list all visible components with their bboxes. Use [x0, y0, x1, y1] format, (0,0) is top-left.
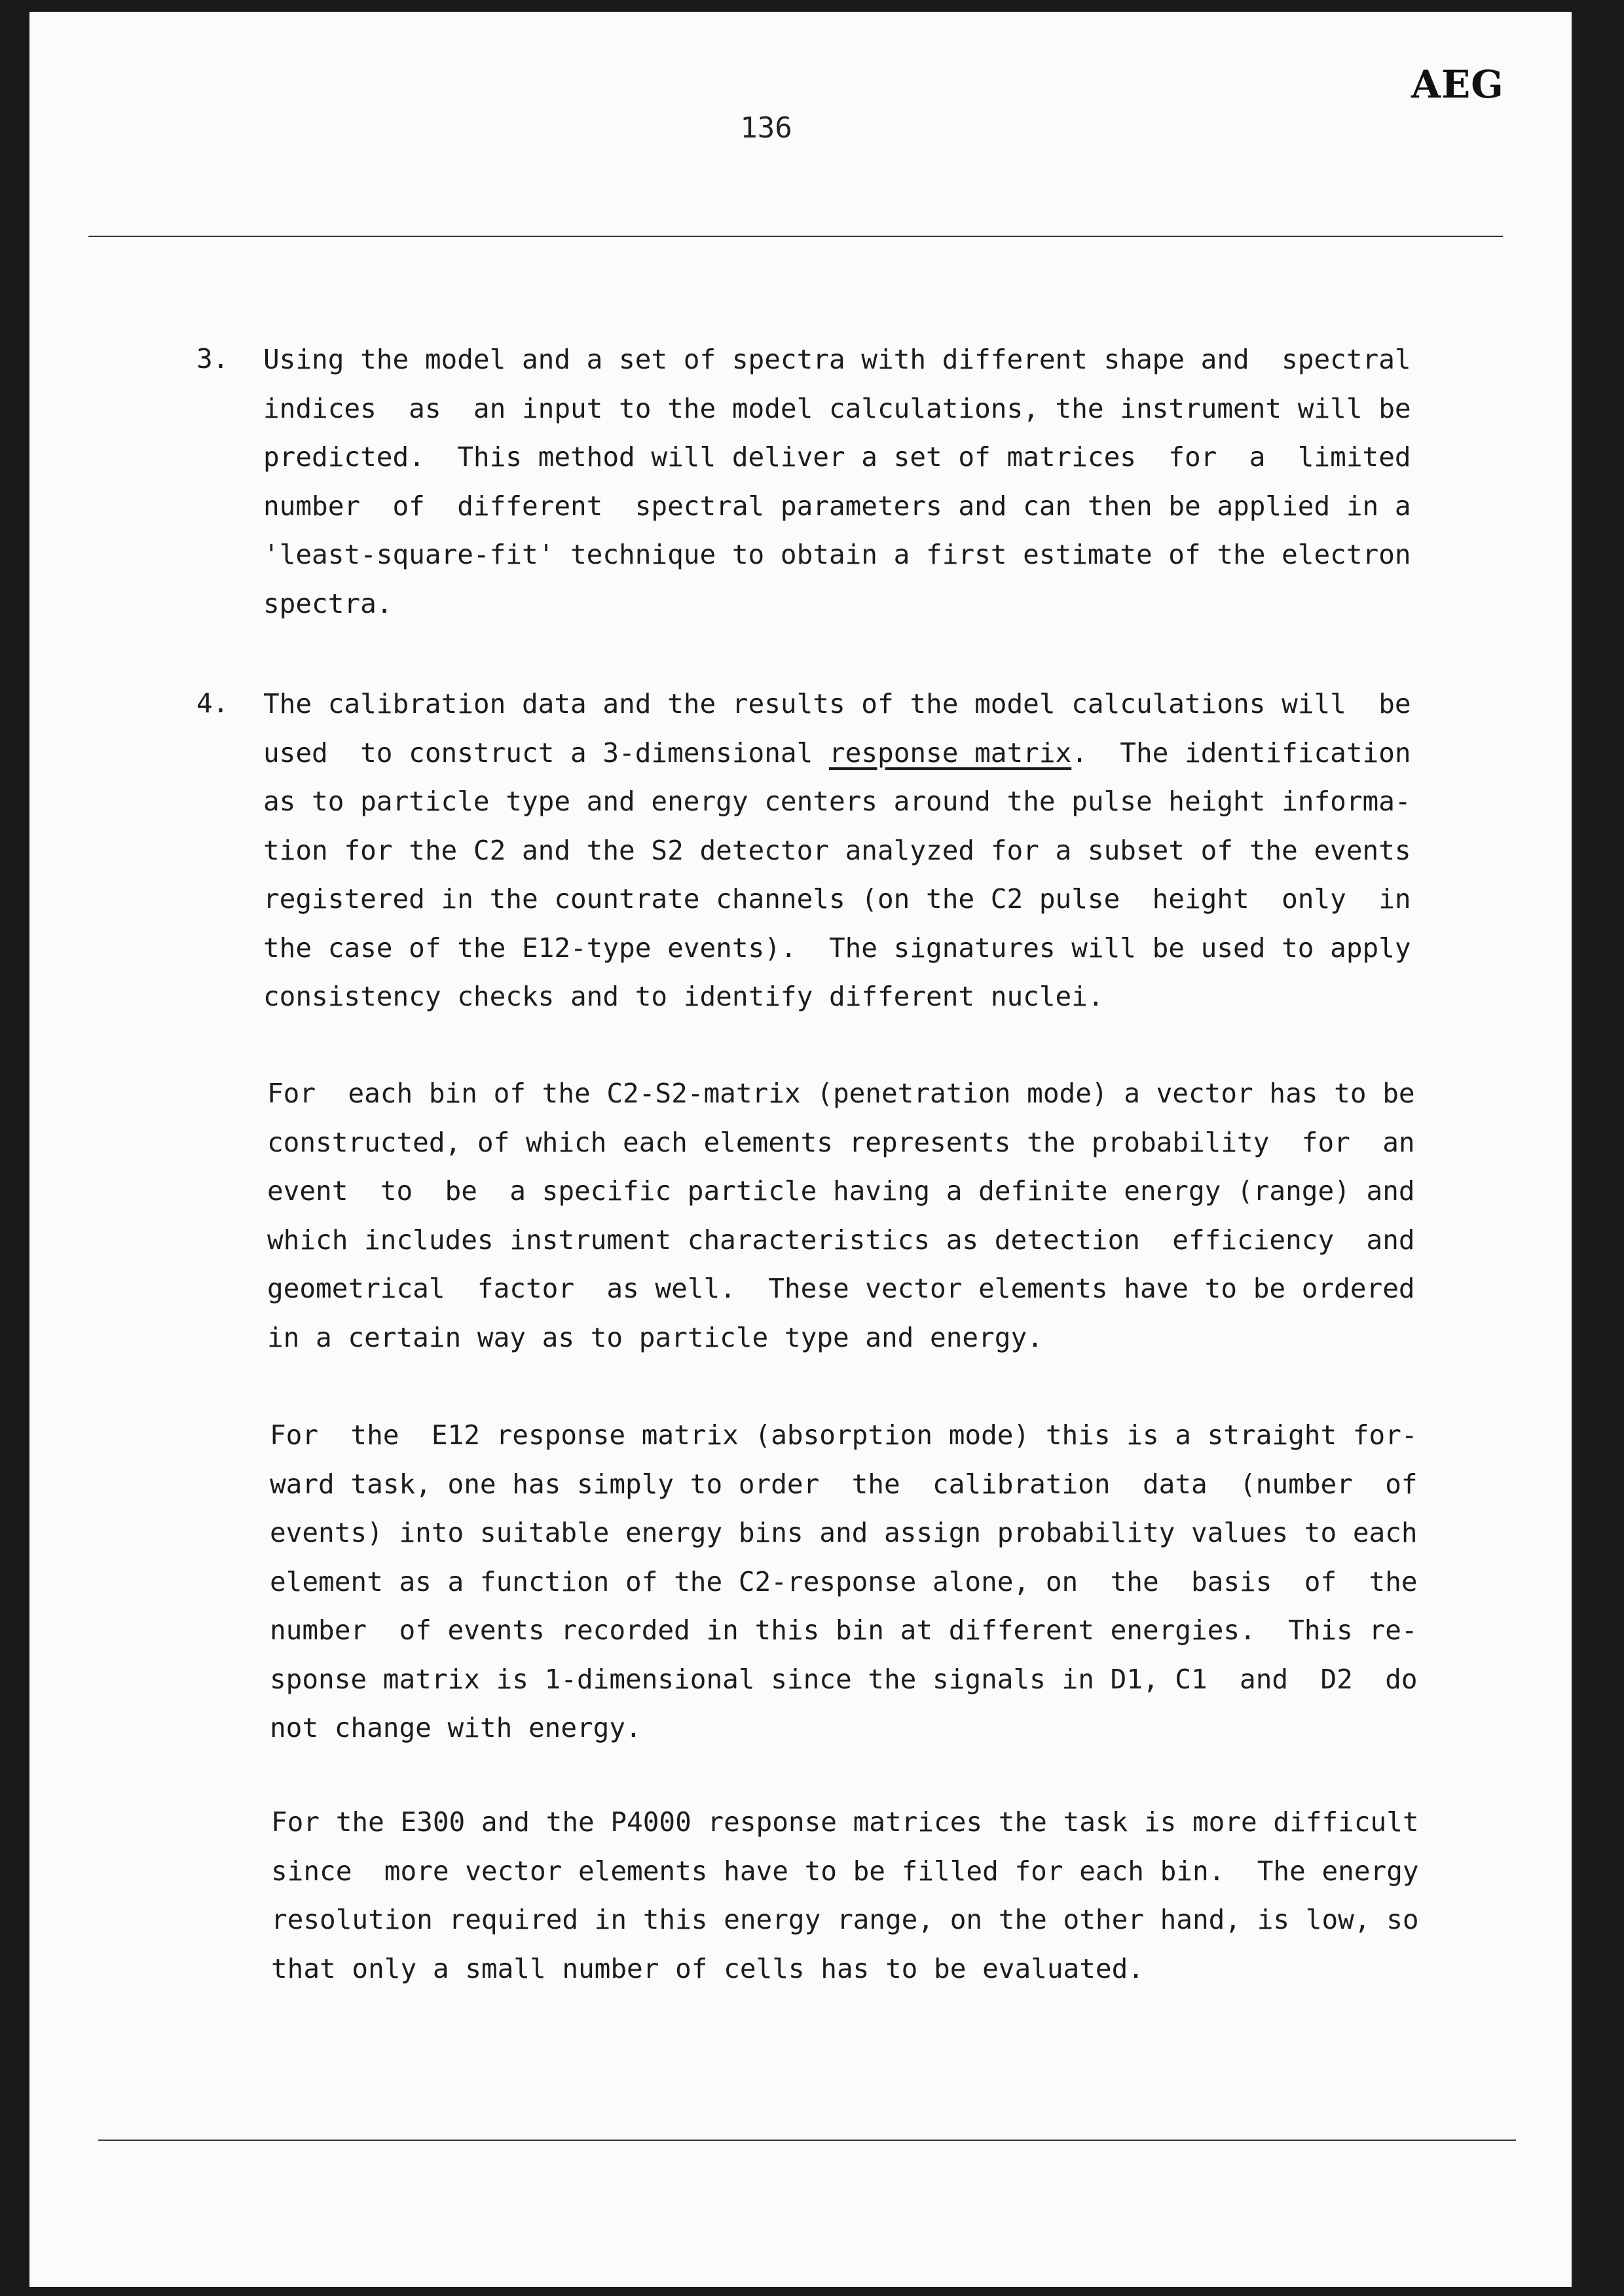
page-number: 136 — [740, 111, 792, 145]
item-3-line: indices as an input to the model calculations, the instrument will be — [263, 392, 1411, 424]
paragraph-e12-matrix — [270, 1411, 1418, 1753]
item-3-text — [263, 335, 1411, 628]
item-3-line: spectra. — [263, 587, 393, 619]
paragraph-line: not change with energy. — [270, 1712, 642, 1743]
item-4-number: 4. — [196, 687, 229, 719]
paragraph-e300-p4000 — [271, 1798, 1419, 1993]
header-rule — [88, 236, 1503, 237]
paragraph-line: in a certain way as to particle type and energy. — [267, 1321, 1043, 1353]
paragraph-line: sponse matrix is 1-dimensional since the signals in D1, C1 and D2 do — [270, 1663, 1418, 1695]
paragraph-line: For each bin of the C2-S2-matrix (penetration mode) a vector has to be — [267, 1078, 1415, 1109]
paragraph-line: For the E300 and the P4000 response matrices the task is more difficult — [271, 1806, 1419, 1838]
item-4-text — [263, 680, 1411, 1021]
paragraph-line: that only a small number of cells has to be evaluated. — [271, 1952, 1144, 1984]
item-3-line: number of different spectral parameters and can then be applied in a — [263, 490, 1411, 522]
item-4-line: consistency checks and to identify different nuclei. — [263, 981, 1104, 1012]
paragraph-line: since more vector elements have to be filled for each bin. The energy — [271, 1855, 1419, 1887]
paragraph-line: which includes instrument characteristics as detection efficiency and — [267, 1224, 1415, 1256]
item-4-line: the case of the E12-type events). The signatures will be used to apply — [263, 932, 1411, 964]
item-4-line: tion for the C2 and the S2 detector analyzed for a subset of the events — [263, 834, 1411, 866]
footer-rule — [98, 2140, 1516, 2141]
paragraph-line: ward task, one has simply to order the calibration data (number of — [270, 1468, 1418, 1500]
item-4-line: registered in the countrate channels (on the C2 pulse height only in — [263, 883, 1411, 915]
paragraph-line: constructed, of which each elements represents the probability for an — [267, 1126, 1415, 1158]
paragraph-line: events) into suitable energy bins and assign probability values to each — [270, 1517, 1418, 1548]
item-4-line: as to particle type and energy centers around the pulse height informa- — [263, 786, 1411, 817]
paragraph-line: element as a function of the C2-response alone, on the basis of the — [270, 1565, 1418, 1597]
paragraph-c2-s2-matrix — [267, 1069, 1415, 1362]
response-matrix-term: response matrix — [828, 737, 1072, 769]
aeg-logo: AEG — [1411, 62, 1504, 107]
paragraph-line: geometrical factor as well. These vector elements have to be ordered — [267, 1273, 1415, 1304]
item-4-line-2-end: . The identification — [1071, 737, 1411, 769]
item-3-number: 3. — [196, 343, 229, 374]
item-4-line-2 — [263, 729, 1411, 778]
item-4-line-2-start: used to construct a 3-dimensional — [263, 737, 829, 769]
item-4-line: The calibration data and the results of the model calculations will be — [263, 688, 1411, 720]
paragraph-line: number of events recorded in this bin at different energies. This re- — [270, 1614, 1418, 1646]
paragraph-line: event to be a specific particle having a definite energy (range) and — [267, 1175, 1415, 1207]
item-3-line: 'least-square-fit' technique to obtain a first estimate of the electron — [263, 539, 1411, 570]
item-3-line: Using the model and a set of spectra with different shape and spectral — [263, 344, 1411, 375]
item-3-line: predicted. This method will deliver a set of matrices for a limited — [263, 441, 1411, 473]
paragraph-line: For the E12 response matrix (absorption mode) this is a straight for- — [270, 1419, 1418, 1451]
paragraph-line: resolution required in this energy range, on the other hand, is low, so — [271, 1904, 1419, 1935]
